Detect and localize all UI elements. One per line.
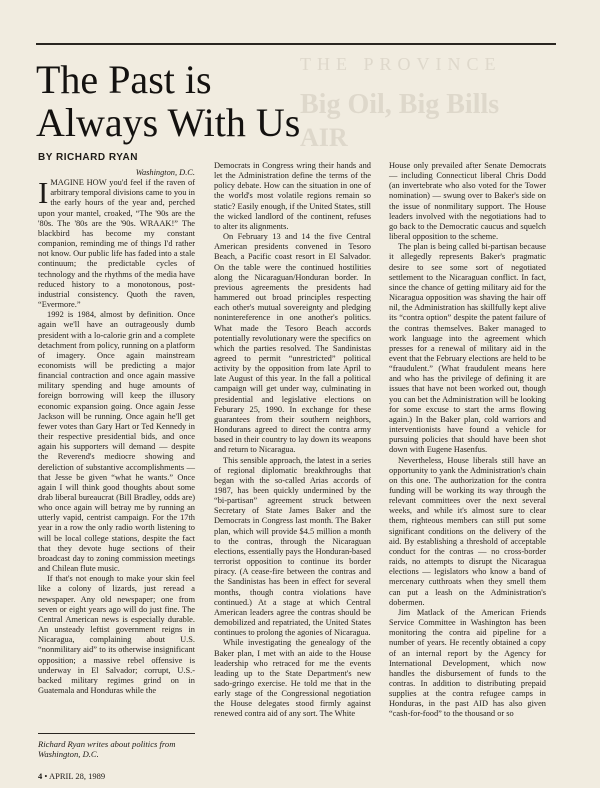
paragraph: Nevertheless, House liberals still have an opportunity to yank the Administration's chain on this one. The authorization for the contra funding will be working its way through the relevant committees over the next several weeks, and while it's almost sure to clear them, righteous members can still put some significant conditions on the delivery of the aid. By establishing a threshold of acceptable conduct for the contras — no cross-border raids, no attempts to disrupt the Nicaragua elections — legislators who know a band of mercenary cutthroats when they smell them can put a leash on the Administration's dobermen. (389, 455, 546, 607)
bleed-line: AIR (300, 123, 348, 152)
paragraph: House only prevailed after Senate Democrats — including Connecticut liberal Chris Dodd (an invertebrate who also voted for the Tower nomination) — swung over to Baker's side on the issue of nonmilitary support. The House leaders involved with the negotiations had to go back to the Democratic caucus and squelch liberal opposition to the scheme. (389, 161, 546, 242)
author-note-rule (38, 733, 195, 734)
page-footer (38, 771, 105, 781)
lead-text: MAGINE HOW you'd feel if the raven of arbitrary temporal divisions came to you in the early hours of the year and, perched upon your mantel, croaked, “The '90s are the '80s. The '80s are the '90s. WRAAK!” The blackbird has become my constant companion, reminding me of things I'd rather not know. Our public life has faded into a stale continuum; the predictable cycles of technology and the rhythms of the media have reduced history to a monotonous, post-industrial consistency. Quoth the raven, “Evermore.” (38, 178, 195, 310)
lead-paragraph (38, 175, 195, 310)
top-rule (36, 43, 556, 45)
footer-separator: • (44, 771, 50, 781)
paragraph: Democrats in Congress wring their hands and let the Administration define the terms of the policy debate. How can the situation in one of the world's most volatile regions remain so static? Easily enough, if the United States, still the wicked landlord of the continent, refuses to alter its alignments. (214, 161, 371, 231)
page-number: 4 (38, 771, 43, 781)
paragraph: Jim Matlack of the American Friends Service Committee in Washington has been monitoring the contra aid pipeline for a number of years. He recently obtained a copy of an internal report by the Agency for International Development, which now handles the disbursement of funds to the contras. In addition to distributing prepaid supplies at the contra refugee camps in Honduras, in the past AID has also given “cash-for-food” to the thousand or so (389, 607, 546, 719)
paragraph: If that's not enough to make your skin feel like a colony of lizards, just reread a newspaper. Any old newspaper; one from seven or eight years ago will do just fine. The Central American news is especially durable. An unsteady leftist government reigns in Nicaragua, complaining about U.S. “nonmilitary aid” to its otherwise insignificant opposition; a massive rebel offensive is underway in El Salvador; corrupt, U.S.-backed military regimes grind on in Guatemala and Honduras while the (38, 574, 195, 695)
drop-cap: I (38, 175, 49, 211)
column-2 (214, 161, 371, 734)
column-3 (389, 161, 546, 734)
paragraph: On February 13 and 14 the five Central American presidents convened in Tesoro Beach, a Pacific coast resort in El Salvador. On the table were the continued hostilities along the Nicaraguan/Honduran border. In previous agreements the presidents had hammered out broad principles respecting each other's mutual sovereignty and pledging nonintereference in one another's politics. What made the Tesoro Beach accords potentially revolutionary were the specifics on which the parties resolved. The Sandinistas agreed to permit “unrestricted” political activity by the opposition from late April to late August of this year. In the fall a political campaign will get under way, culminating in presidential and legislative elections on Feburary 25, 1990. In exchange for these guarantees from their southern neighbors, Hondurans agreed to direct the contra army based in their country to lay down its weapons and return to Nicaragua. (214, 232, 371, 455)
byline: BY RICHARD RYAN (38, 152, 138, 163)
issue-date: APRIL 28, 1989 (49, 771, 106, 781)
column-1 (38, 168, 195, 695)
dateline: Washington, D.C. (135, 168, 195, 177)
paragraph: The plan is being called bi-partisan because it allegedly represents Baker's pragmatic desire to see some sort of negotiated settlement to the Nicaraguan conflict. In fact, since the chance of getting military aid for the Nicaragua opposition was shaving the hair off nil, the Administration has skillfully kept alive its “contra option” despite the patent failure of the contras themselves. Baker managed to work language into the agreement which presses for a renewal of military aid in the event that the February elections are held to be “fraudulent.” (What fraudulent means here and who has the privilege of defining it are issues that have not been worked out, though you can bet the Administration will be looking for some excuse to start the arms flowing again.) In the Baker plan, cold warriors and interventionists have found a vehicle for pursuing policies that should have been shot down with Eugene Hasenfus. (389, 242, 546, 455)
bleed-line: THE PROVINCE (300, 54, 502, 74)
author-note: Richard Ryan writes about politics from Washington, D.C. (38, 739, 176, 759)
bleed-line: Big Oil, Big Bills (300, 89, 500, 120)
paragraph: 1992 is 1984, almost by definition. Once again we'll have an outrageously dumb president with a lo-calorie grin and a complete detachment from policy, running on a platform of imagery. Once again mainstream economists will be predicting a major financial contraction and once again massive military spending and huge amounts of foreign borrowing will keep the illusory economic expansion going. Once again Jesse Jackson will be running. Once again he'll get fewer votes than Gary Hart or Ted Kennedy in their respective presidential bids, and once again his supporters will demand — despite the Reverend's mediocre showing and dereliction of substantive accomplishments — that Jesse be given “what he wants.” Once again I will think good thoughts about some drab liberal bureaucrat (Bill Bradley, odds are) who once again will betray me by running an utterly vapid, centrist campaign. For the 17th year in a row the only radio worth listening to will be local college stations, despite the fact that they devote huge sections of their broadcast day to zoning commission meetings and Chilean flute music. (38, 310, 195, 574)
paragraph: While investigating the genealogy of the Baker plan, I met with an aide to the House leadership who retraced for me the events leading up to the State Department's new sado-gringo exercise. He told me that in the early stage of the Congressional negotiation the House delegates stood firmly against renewed contra aid of any sort. The White (214, 638, 371, 719)
headline: The Past is Always With Us (36, 57, 301, 145)
paragraph: This sensible approach, the latest in a series of regional diplomatic breakthroughs that began with the so-called Arias accords of 1987, has been quickly undermined by the “bi-partisan” agreement struck between Secretary of State James Baker and the Democrats in Congress last month. The Baker plan, which will provide $4.5 million a month to the contras, through the Nicaraguan elections, essentially pays the Honduran-based terrorist opposition to continue its border piracy. (A cease-fire between the contras and the Sandinistas has been in effect for several months, though contra violations have continued.) At a stage at which Central American leaders agree the contras should be demobilized and repatriated, the United States continues to prolong the agonies of Nicaragua. (214, 455, 371, 638)
